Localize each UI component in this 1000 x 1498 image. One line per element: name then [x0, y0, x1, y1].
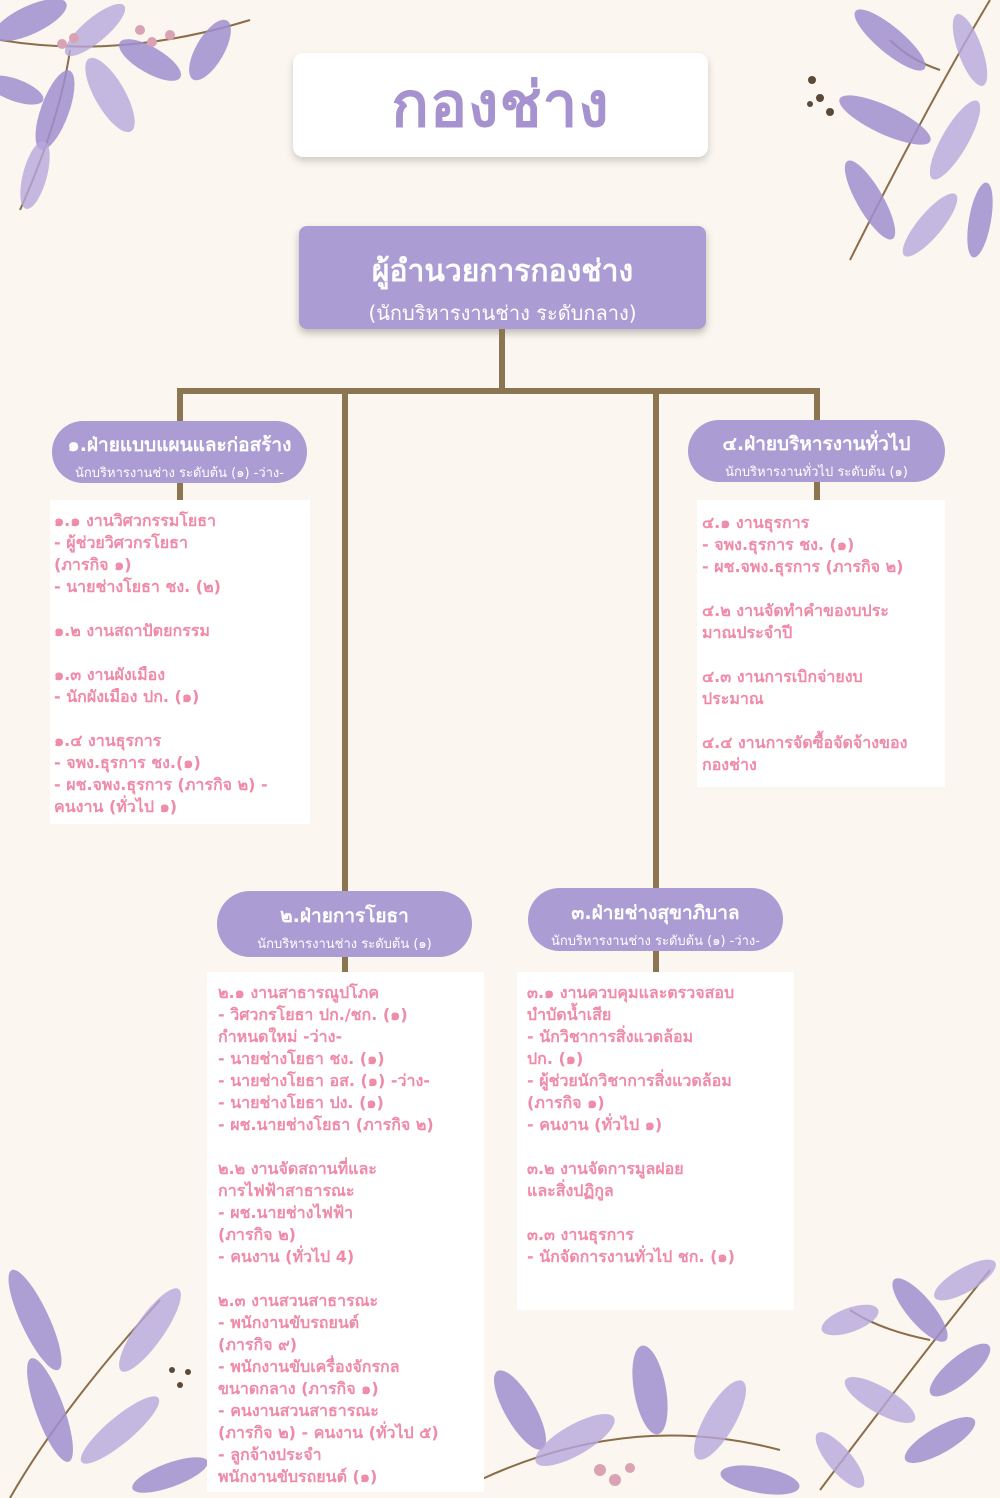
- task-line: [54, 642, 310, 664]
- task-line: - พนักงานขับเครื่องจักรกล: [218, 1357, 400, 1376]
- task-line: ๒.๓ งานสวนสาธารณะ: [218, 1291, 379, 1310]
- director-subtitle: (นักบริหารงานช่าง ระดับกลาง): [368, 301, 637, 325]
- task-line: (ภารกิจ ๑): [54, 555, 132, 574]
- task-line: ปก. (๑): [527, 1049, 584, 1068]
- task-line: ๑.๒ งานสถาปัตยกรรม: [54, 621, 210, 640]
- division-4-header: [688, 420, 945, 482]
- task-line: [218, 1136, 484, 1158]
- connector-line: [814, 480, 820, 502]
- leaf-decoration-top-right: [790, 0, 1000, 270]
- task-line: - คนงานสวนสาธารณะ: [218, 1401, 379, 1420]
- connector-line: [814, 388, 820, 424]
- task-line: [54, 598, 310, 620]
- task-line: ๓.๓ งานธุรการ: [527, 1225, 634, 1244]
- task-line: (ภารกิจ ๙): [218, 1335, 298, 1354]
- connector-line: [342, 388, 348, 894]
- division-3-tasks: [517, 972, 794, 1310]
- leaf-decoration-top-left: [0, 0, 280, 230]
- division-1-header: [52, 421, 307, 483]
- task-line: ๓.๒ งานจัดการมูลฝอย: [527, 1159, 684, 1178]
- task-line: - นักผังเมือง ปก. (๑): [54, 687, 200, 706]
- task-line: ๒.๒ งานจัดสถานที่และ: [218, 1159, 377, 1178]
- task-line: ๓.๑ งานควบคุมและตรวจสอบ: [527, 983, 735, 1002]
- task-line: และสิ่งปฏิกูล: [527, 1181, 614, 1200]
- task-line: - ผู้ช่วยนักวิชาการสิ่งแวดล้อม: [527, 1071, 732, 1090]
- task-line: [527, 1202, 794, 1224]
- division-subtitle: นักบริหารงานช่าง ระดับต้น (๑) -ว่าง-: [75, 466, 284, 481]
- task-line: - คนงาน (ทั่วไป 4): [218, 1247, 355, 1266]
- division-subtitle: นักบริหารงานช่าง ระดับต้น (๑) -ว่าง-: [551, 934, 760, 949]
- task-line: - ลูกจ้างประจำ: [218, 1445, 322, 1464]
- task-line: - จพง.ธุรการ ชง. (๑): [702, 535, 855, 554]
- task-line: มาณประจำปี: [702, 623, 793, 642]
- task-line: - นายช่างโยธา ปง. (๑): [218, 1093, 384, 1112]
- task-line: - จพง.ธุรการ ชง.(๑): [54, 753, 201, 772]
- task-line: บำบัดน้ำเสีย: [527, 1005, 612, 1024]
- task-line: ขนาดกลาง (ภารกิจ ๑): [218, 1379, 379, 1398]
- connector-line: [177, 388, 820, 394]
- task-line: - นายช่างโยธา ชง. (๑): [218, 1049, 385, 1068]
- task-line: [702, 710, 945, 732]
- task-line: [218, 1268, 484, 1290]
- task-line: กำหนดใหม่ -ว่าง-: [218, 1027, 343, 1046]
- division-title: ๓.ฝ่ายช่างสุขาภิบาล: [571, 902, 740, 924]
- task-line: ๑.๑ งานวิศวกรรมโยธา: [54, 511, 216, 530]
- task-line: [702, 644, 945, 666]
- task-line: - นายช่างโยธา อส. (๑) -ว่าง-: [218, 1071, 430, 1090]
- task-line: - นักวิชาการสิ่งแวดล้อม: [527, 1027, 694, 1046]
- task-line: ๒.๑ งานสาธารณูปโภค: [218, 983, 380, 1002]
- task-line: กองช่าง: [702, 755, 757, 774]
- director-box: [299, 226, 706, 329]
- task-line: - ผช.จพง.ธุรการ (ภารกิจ ๒) -: [54, 775, 268, 794]
- task-line: คนงาน (ทั่วไป ๑): [54, 797, 178, 816]
- division-title: ๒.ฝ่ายการโยธา: [280, 905, 409, 927]
- division-4-tasks: [697, 500, 945, 787]
- connector-line: [653, 950, 659, 974]
- division-2-tasks: [207, 972, 484, 1492]
- task-line: ๑.๔ งานธุรการ: [54, 731, 162, 750]
- director-title: ผู้อำนวยการกองช่าง: [371, 254, 634, 289]
- leaf-decoration-bottom-right: [790, 1250, 1000, 1498]
- page-title-box: [293, 53, 708, 157]
- task-line: (ภารกิจ ๑): [527, 1093, 605, 1112]
- task-line: - ผช.นายช่างโยธา (ภารกิจ ๒): [218, 1115, 434, 1134]
- task-line: - วิศวกรโยธา ปก./ชก. (๑): [218, 1005, 408, 1024]
- task-line: พนักงานขับรถยนต์ (๑): [218, 1467, 378, 1486]
- page-title: กองช่าง: [391, 68, 610, 141]
- leaf-decoration-bottom-left: [0, 1260, 210, 1498]
- task-line: - ผู้ช่วยวิศวกรโยธา: [54, 533, 188, 552]
- connector-line: [177, 388, 183, 424]
- division-1-tasks: [50, 500, 310, 824]
- leaf-decoration-bottom-middle: [480, 1330, 800, 1498]
- task-line: - นายช่างโยธา ชง. (๒): [54, 577, 221, 596]
- task-line: ๑.๓ งานผังเมือง: [54, 665, 166, 684]
- task-line: - ผช.นายช่างไฟฟ้า: [218, 1203, 354, 1222]
- task-line: ๔.๒ งานจัดทำคำของบประ: [702, 601, 889, 620]
- task-line: - ผช.จพง.ธุรการ (ภารกิจ ๒): [702, 557, 904, 576]
- division-2-header: [217, 891, 472, 957]
- task-line: [54, 708, 310, 730]
- task-line: (ภารกิจ ๒): [218, 1225, 296, 1244]
- task-line: ๔.๔ งานการจัดซื้อจัดจ้างของ: [702, 733, 908, 752]
- task-line: ๔.๑ งานธุรการ: [702, 513, 810, 532]
- task-line: - พนักงานขับรถยนต์: [218, 1313, 360, 1332]
- division-title: ๔.ฝ่ายบริหารงานทั่วไป: [722, 433, 911, 455]
- task-line: ประมาณ: [702, 689, 764, 708]
- connector-line: [653, 388, 659, 892]
- division-subtitle: นักบริหารงานช่าง ระดับต้น (๑): [257, 937, 432, 952]
- division-title: ๑.ฝ่ายแบบแผนและก่อสร้าง: [67, 434, 292, 456]
- task-line: (ภารกิจ ๒) - คนงาน (ทั่วไป ๕): [218, 1423, 439, 1442]
- task-line: ๔.๓ งานการเบิกจ่ายงบ: [702, 667, 863, 686]
- task-line: การไฟฟ้าสาธารณะ: [218, 1181, 355, 1200]
- division-subtitle: นักบริหารงานทั่วไป ระดับต้น (๑): [725, 465, 908, 480]
- connector-line: [499, 329, 505, 391]
- task-line: [527, 1136, 794, 1158]
- task-line: - นักจัดการงานทั่วไป ชก. (๑): [527, 1247, 735, 1266]
- task-line: - คนงาน (ทั่วไป ๑): [527, 1115, 663, 1134]
- task-line: [702, 578, 945, 600]
- connector-line: [177, 482, 183, 502]
- division-3-header: [528, 888, 783, 951]
